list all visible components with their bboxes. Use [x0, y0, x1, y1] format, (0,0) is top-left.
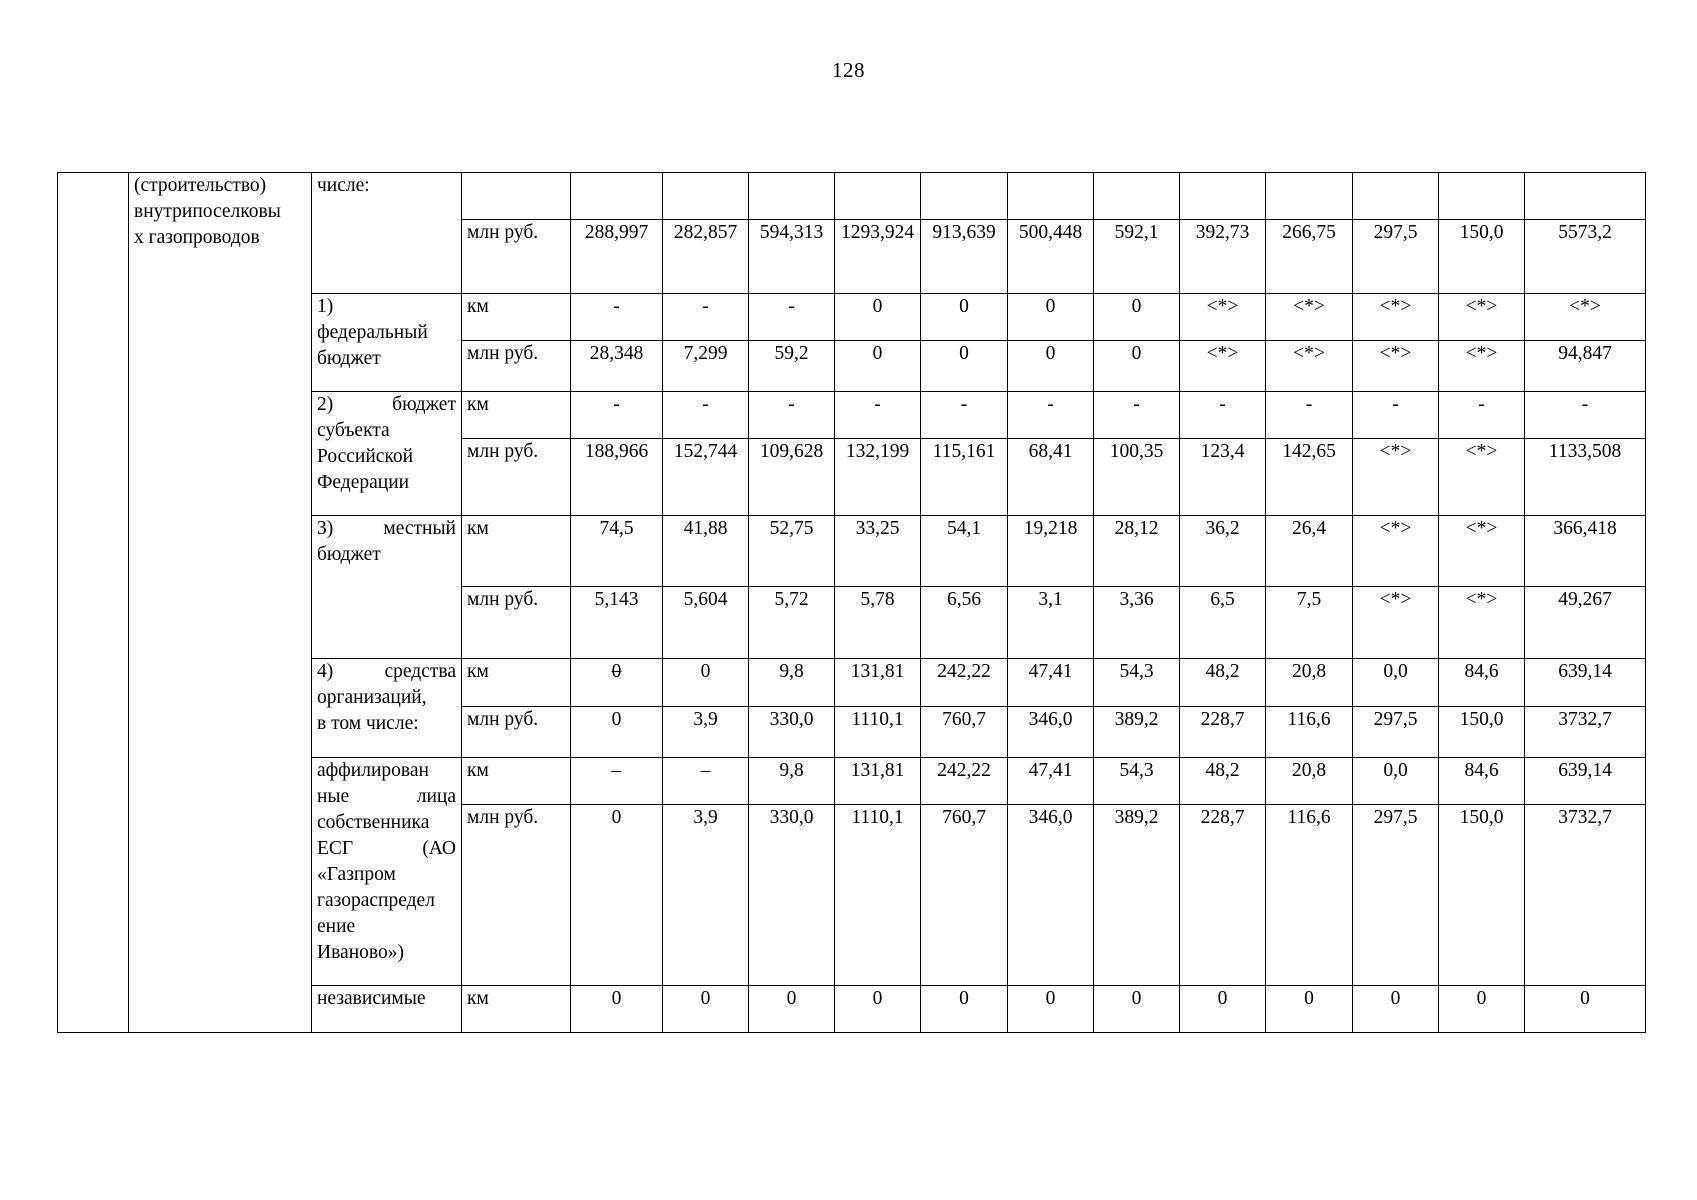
value-cell: <*>: [1180, 341, 1266, 392]
value-cell: [749, 173, 835, 220]
value-cell: 6,5: [1180, 587, 1266, 659]
value-cell: 48,2: [1180, 758, 1266, 805]
value-cell: –: [663, 758, 749, 805]
value-cell: 0: [663, 659, 749, 707]
value-cell: -: [1439, 392, 1525, 439]
value-cell: 54,3: [1094, 659, 1180, 707]
value-cell: 5,72: [749, 587, 835, 659]
value-cell: [1008, 173, 1094, 220]
value-cell: 228,7: [1180, 707, 1266, 758]
value-cell: [1180, 173, 1266, 220]
value-cell: 1110,1: [835, 805, 921, 986]
value-cell: -: [1180, 392, 1266, 439]
value-cell: -: [1266, 392, 1353, 439]
value-cell: –: [571, 758, 663, 805]
value-cell: 0: [1266, 986, 1353, 1033]
value-cell: 366,418: [1525, 516, 1646, 587]
value-cell: 3,9: [663, 805, 749, 986]
value-cell: 1110,1: [835, 707, 921, 758]
value-cell: 0,0: [1353, 758, 1439, 805]
unit-cell: км: [462, 294, 571, 341]
value-cell: -: [749, 294, 835, 341]
value-cell: 288,997: [571, 220, 663, 294]
value-cell: 0: [1008, 294, 1094, 341]
value-cell: -: [1525, 392, 1646, 439]
unit-cell: км: [462, 392, 571, 439]
value-cell: 0: [1180, 986, 1266, 1033]
row-label-independent: независимые: [312, 986, 462, 1033]
row-label-regional: 2) бюджет субъекта Российской Федерации: [312, 392, 462, 516]
value-cell: 3,36: [1094, 587, 1180, 659]
value-cell: 0: [571, 805, 663, 986]
value-cell: 389,2: [1094, 805, 1180, 986]
value-cell: 297,5: [1353, 805, 1439, 986]
row-label-organizations: 4) средства организаций, в том числе:: [312, 659, 462, 758]
value-cell: 0: [571, 659, 663, 707]
value-cell: 346,0: [1008, 805, 1094, 986]
value-cell: 132,199: [835, 439, 921, 516]
unit-cell: млн руб.: [462, 707, 571, 758]
value-cell: 5,604: [663, 587, 749, 659]
value-cell: 115,161: [921, 439, 1008, 516]
value-cell: 7,299: [663, 341, 749, 392]
value-cell: 297,5: [1353, 707, 1439, 758]
value-cell: -: [663, 294, 749, 341]
unit-cell: млн руб.: [462, 220, 571, 294]
unit-cell: млн руб.: [462, 587, 571, 659]
value-cell: 47,41: [1008, 758, 1094, 805]
value-cell: 5,78: [835, 587, 921, 659]
value-cell: 26,4: [1266, 516, 1353, 587]
value-cell: [1094, 173, 1180, 220]
value-cell: 0: [1094, 341, 1180, 392]
value-cell: 5,143: [571, 587, 663, 659]
value-cell: 500,448: [1008, 220, 1094, 294]
value-cell: 0: [921, 341, 1008, 392]
value-cell: [663, 173, 749, 220]
value-cell: 330,0: [749, 805, 835, 986]
value-cell: -: [1353, 392, 1439, 439]
value-cell: 1133,508: [1525, 439, 1646, 516]
value-cell: 228,7: [1180, 805, 1266, 986]
value-cell: 142,65: [1266, 439, 1353, 516]
row-label-total: числе:: [312, 173, 462, 294]
value-cell: 242,22: [921, 659, 1008, 707]
value-cell: -: [835, 392, 921, 439]
value-cell: 0: [921, 294, 1008, 341]
value-cell: 3732,7: [1525, 805, 1646, 986]
value-cell: 592,1: [1094, 220, 1180, 294]
value-cell: 59,2: [749, 341, 835, 392]
value-cell: 19,218: [1008, 516, 1094, 587]
value-cell: 0: [1439, 986, 1525, 1033]
value-cell: [1353, 173, 1439, 220]
value-cell: 0: [1094, 986, 1180, 1033]
value-cell: 131,81: [835, 758, 921, 805]
index-cell: [58, 173, 129, 1033]
value-cell: 188,966: [571, 439, 663, 516]
value-cell: 9,8: [749, 758, 835, 805]
value-cell: -: [1094, 392, 1180, 439]
value-cell: 5573,2: [1525, 220, 1646, 294]
value-cell: 33,25: [835, 516, 921, 587]
value-cell: 0: [571, 986, 663, 1033]
value-cell: 150,0: [1439, 220, 1525, 294]
value-cell: <*>: [1525, 294, 1646, 341]
value-cell: 0: [835, 986, 921, 1033]
value-cell: 47,41: [1008, 659, 1094, 707]
value-cell: <*>: [1353, 587, 1439, 659]
value-cell: 150,0: [1439, 805, 1525, 986]
value-cell: 9,8: [749, 659, 835, 707]
value-cell: <*>: [1439, 294, 1525, 341]
value-cell: 3,9: [663, 707, 749, 758]
value-cell: <*>: [1266, 294, 1353, 341]
value-cell: 7,5: [1266, 587, 1353, 659]
value-cell: 0: [921, 986, 1008, 1033]
value-cell: 346,0: [1008, 707, 1094, 758]
value-cell: 100,35: [1094, 439, 1180, 516]
value-cell: 116,6: [1266, 707, 1353, 758]
value-cell: 389,2: [1094, 707, 1180, 758]
value-cell: 282,857: [663, 220, 749, 294]
value-cell: 68,41: [1008, 439, 1094, 516]
value-cell: 28,348: [571, 341, 663, 392]
value-cell: 150,0: [1439, 707, 1525, 758]
value-cell: 152,744: [663, 439, 749, 516]
value-cell: 109,628: [749, 439, 835, 516]
value-cell: 0: [1008, 986, 1094, 1033]
object-name-cell: (строительство) внутрипоселковы х газопроводов: [129, 173, 312, 1033]
value-cell: 54,1: [921, 516, 1008, 587]
value-cell: [835, 173, 921, 220]
value-cell: 84,6: [1439, 659, 1525, 707]
unit-cell: км: [462, 986, 571, 1033]
value-cell: 74,5: [571, 516, 663, 587]
value-cell: 639,14: [1525, 659, 1646, 707]
value-cell: <*>: [1439, 341, 1525, 392]
value-cell: -: [571, 294, 663, 341]
value-cell: -: [571, 392, 663, 439]
value-cell: 392,73: [1180, 220, 1266, 294]
value-cell: 0: [749, 986, 835, 1033]
value-cell: 760,7: [921, 805, 1008, 986]
value-cell: 3732,7: [1525, 707, 1646, 758]
value-cell: 84,6: [1439, 758, 1525, 805]
value-cell: 297,5: [1353, 220, 1439, 294]
value-cell: 3,1: [1008, 587, 1094, 659]
value-cell: [1439, 173, 1525, 220]
value-cell: 41,88: [663, 516, 749, 587]
row-label-local: 3) местный бюджет: [312, 516, 462, 659]
value-cell: 1293,924: [835, 220, 921, 294]
value-cell: 0: [1094, 294, 1180, 341]
value-cell: [1525, 173, 1646, 220]
value-cell: 49,267: [1525, 587, 1646, 659]
unit-cell: км: [462, 659, 571, 707]
value-cell: <*>: [1266, 341, 1353, 392]
unit-cell: км: [462, 516, 571, 587]
unit-cell: [462, 173, 571, 220]
value-cell: 52,75: [749, 516, 835, 587]
value-cell: 0: [1353, 986, 1439, 1033]
value-cell: <*>: [1439, 516, 1525, 587]
value-cell: 913,639: [921, 220, 1008, 294]
value-cell: <*>: [1439, 439, 1525, 516]
row-label-affiliated: аффилирован ные лица собственника ЕСГ (АО «Газпром газораспредел ение Иваново»): [312, 758, 462, 986]
value-cell: <*>: [1353, 294, 1439, 341]
table-row: [58, 173, 1646, 220]
value-cell: <*>: [1353, 341, 1439, 392]
value-cell: 20,8: [1266, 758, 1353, 805]
value-cell: 242,22: [921, 758, 1008, 805]
value-cell: 0: [663, 986, 749, 1033]
value-cell: 116,6: [1266, 805, 1353, 986]
value-cell: 0,0: [1353, 659, 1439, 707]
value-cell: 123,4: [1180, 439, 1266, 516]
value-cell: 0: [835, 294, 921, 341]
value-cell: -: [921, 392, 1008, 439]
value-cell: 0: [1008, 341, 1094, 392]
value-cell: 54,3: [1094, 758, 1180, 805]
value-cell: 0: [571, 707, 663, 758]
page-number: 128: [832, 58, 865, 82]
value-cell: -: [663, 392, 749, 439]
value-cell: 131,81: [835, 659, 921, 707]
value-cell: 639,14: [1525, 758, 1646, 805]
unit-cell: млн руб.: [462, 341, 571, 392]
value-cell: 330,0: [749, 707, 835, 758]
unit-cell: км: [462, 758, 571, 805]
value-cell: <*>: [1439, 587, 1525, 659]
value-cell: 6,56: [921, 587, 1008, 659]
value-cell: [571, 173, 663, 220]
value-cell: <*>: [1353, 439, 1439, 516]
unit-cell: млн руб.: [462, 439, 571, 516]
value-cell: 94,847: [1525, 341, 1646, 392]
value-cell: <*>: [1353, 516, 1439, 587]
value-cell: -: [749, 392, 835, 439]
value-cell: 28,12: [1094, 516, 1180, 587]
value-cell: [921, 173, 1008, 220]
unit-cell: млн руб.: [462, 805, 571, 986]
value-cell: 594,313: [749, 220, 835, 294]
row-label-federal: 1) федеральный бюджет: [312, 294, 462, 392]
value-cell: 48,2: [1180, 659, 1266, 707]
value-cell: [1266, 173, 1353, 220]
value-cell: <*>: [1180, 294, 1266, 341]
funding-table: [57, 172, 1646, 1033]
value-cell: 36,2: [1180, 516, 1266, 587]
value-cell: -: [1008, 392, 1094, 439]
value-cell: 760,7: [921, 707, 1008, 758]
value-cell: 0: [835, 341, 921, 392]
value-cell: 0: [1525, 986, 1646, 1033]
value-cell: 266,75: [1266, 220, 1353, 294]
value-cell: 20,8: [1266, 659, 1353, 707]
